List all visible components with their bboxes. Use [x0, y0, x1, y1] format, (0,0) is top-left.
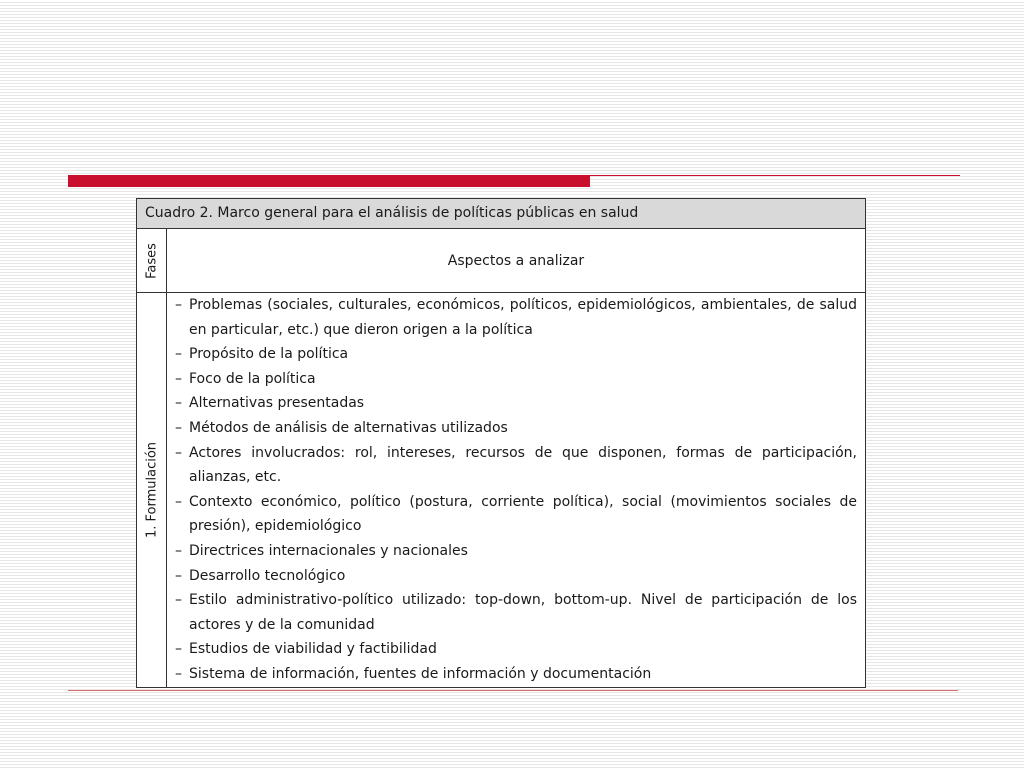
phase-cell: [137, 293, 167, 687]
list-item: – Directrices internacionales y nacionales: [175, 539, 857, 564]
list-item: – Sistema de información, fuentes de información y documentación: [175, 662, 857, 687]
table-caption: Cuadro 2. Marco general para el análisis de políticas públicas en salud: [137, 199, 865, 229]
formulation-row: [137, 293, 865, 687]
aspects-list: [167, 293, 865, 687]
list-item: – Actores involucrados: rol, intereses, recursos de que disponen, formas de participación, alianzas, etc.: [175, 441, 857, 490]
list-item: – Métodos de análisis de alternativas utilizados: [175, 416, 857, 441]
table-header-row: [137, 229, 865, 293]
list-item: – Propósito de la política: [175, 342, 857, 367]
list-item: – Contexto económico, político (postura, corriente política), social (movimientos sociales de presión), epidemiológico: [175, 490, 857, 539]
list-item: – Foco de la política: [175, 367, 857, 392]
policy-framework-table: [136, 198, 866, 688]
phase-header-cell: [137, 229, 167, 292]
accent-bar: [68, 175, 590, 187]
accent-line-top: [590, 175, 960, 176]
list-item: – Alternativas presentadas: [175, 391, 857, 416]
list-item: – Estilo administrativo-político utilizado: top-down, bottom-up. Nivel de participación de los actores y de la comunidad: [175, 588, 857, 637]
phase-header-label: Fases: [144, 242, 159, 279]
list-item: – Problemas (sociales, culturales, económicos, políticos, epidemiológicos, ambientales, de salud en particular, etc.) que dieron origen a la política: [175, 293, 857, 342]
accent-line-bottom: [68, 690, 958, 691]
list-item: – Estudios de viabilidad y factibilidad: [175, 637, 857, 662]
list-item: – Desarrollo tecnológico: [175, 564, 857, 589]
aspects-header-cell: Aspectos a analizar: [447, 252, 585, 269]
phase-label: 1. Formulación: [144, 441, 159, 539]
